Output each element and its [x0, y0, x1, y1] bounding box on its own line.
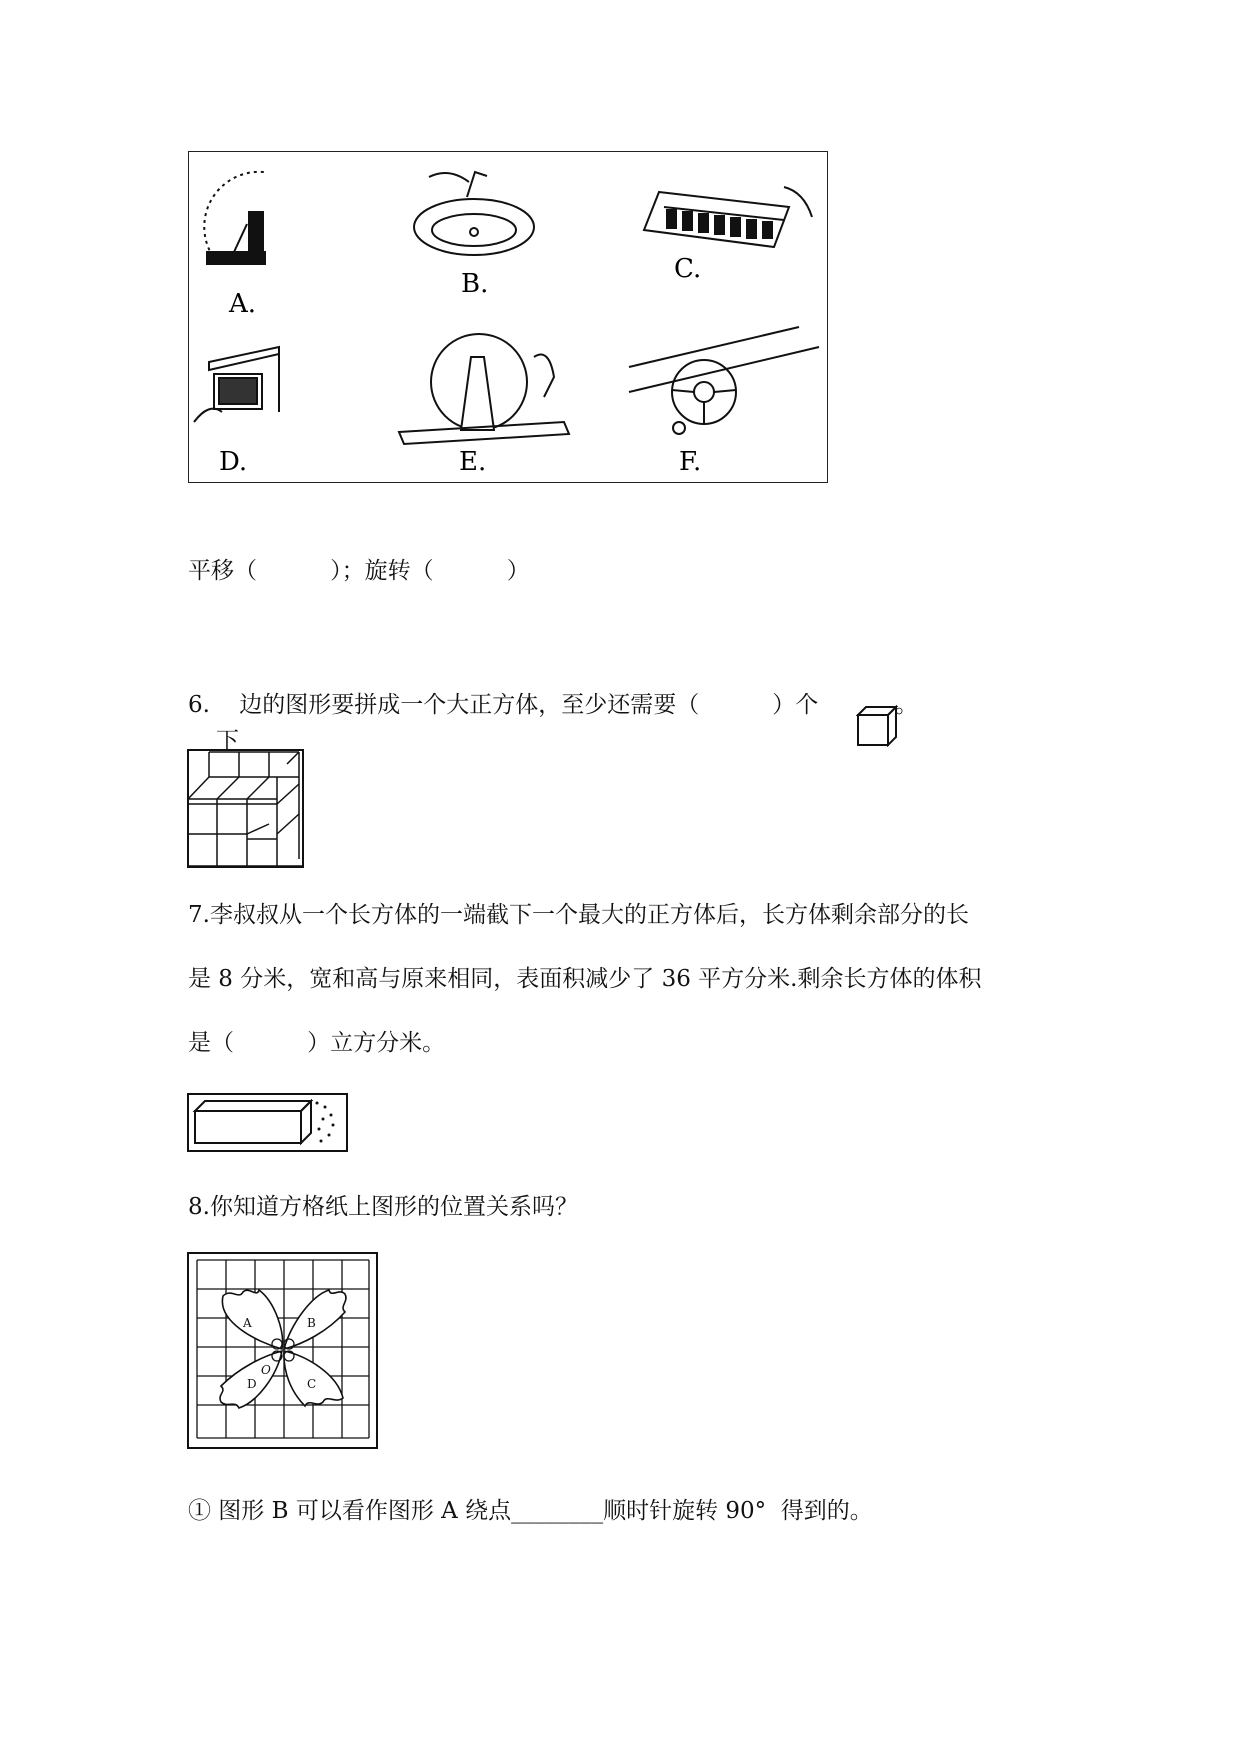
label-e: E. [459, 447, 487, 477]
grid-label-o: O [261, 1363, 271, 1377]
q8-sub1: ① 图形 B 可以看作图形 A 绕点________顺时针旋转 90° 得到的。 [188, 1498, 873, 1524]
q7-line2: 是 8 分米，宽和高与原来相同，表面积减少了 36 平方分米.剩余长方体的体积 [188, 966, 982, 992]
picture-f [629, 327, 819, 434]
q5-illustrations [189, 152, 826, 481]
q6-label-below: 下 [216, 728, 239, 754]
grid-figure [187, 1252, 379, 1450]
cube-stack-figure [187, 749, 305, 869]
q5-answer-line: 平移（ ）；旋转（ ） [188, 558, 530, 584]
q8-question: 8.你知道方格纸上图形的位置关系吗？ [188, 1194, 578, 1220]
picture-c [644, 187, 812, 247]
cuboid-figure [187, 1093, 349, 1153]
unit-cube-icon [856, 705, 898, 747]
grid-label-a: A [243, 1316, 252, 1330]
q6-suffix: 。 [895, 692, 918, 718]
grid-label-b: B [307, 1316, 316, 1330]
picture-b [414, 172, 534, 255]
q6-question: 6. 边的图形要拼成一个大正方体，至少还需要（ ）个 [188, 692, 819, 718]
label-a: A. [229, 289, 257, 319]
picture-d [194, 347, 279, 422]
q5-figure [188, 151, 828, 483]
grid-label-d: D [247, 1377, 257, 1391]
grid-label-c: C [307, 1377, 317, 1391]
picture-a [204, 172, 265, 264]
q7-line3: 是（ ）立方分米。 [188, 1030, 446, 1056]
label-f: F. [679, 447, 702, 477]
label-b: B. [461, 269, 489, 299]
q7-line1: 7.李叔叔从一个长方体的一端截下一个最大的正方体后，长方体剩余部分的长 [188, 902, 969, 928]
label-c: C. [674, 254, 702, 284]
label-d: D. [219, 447, 248, 477]
picture-e [399, 334, 569, 444]
